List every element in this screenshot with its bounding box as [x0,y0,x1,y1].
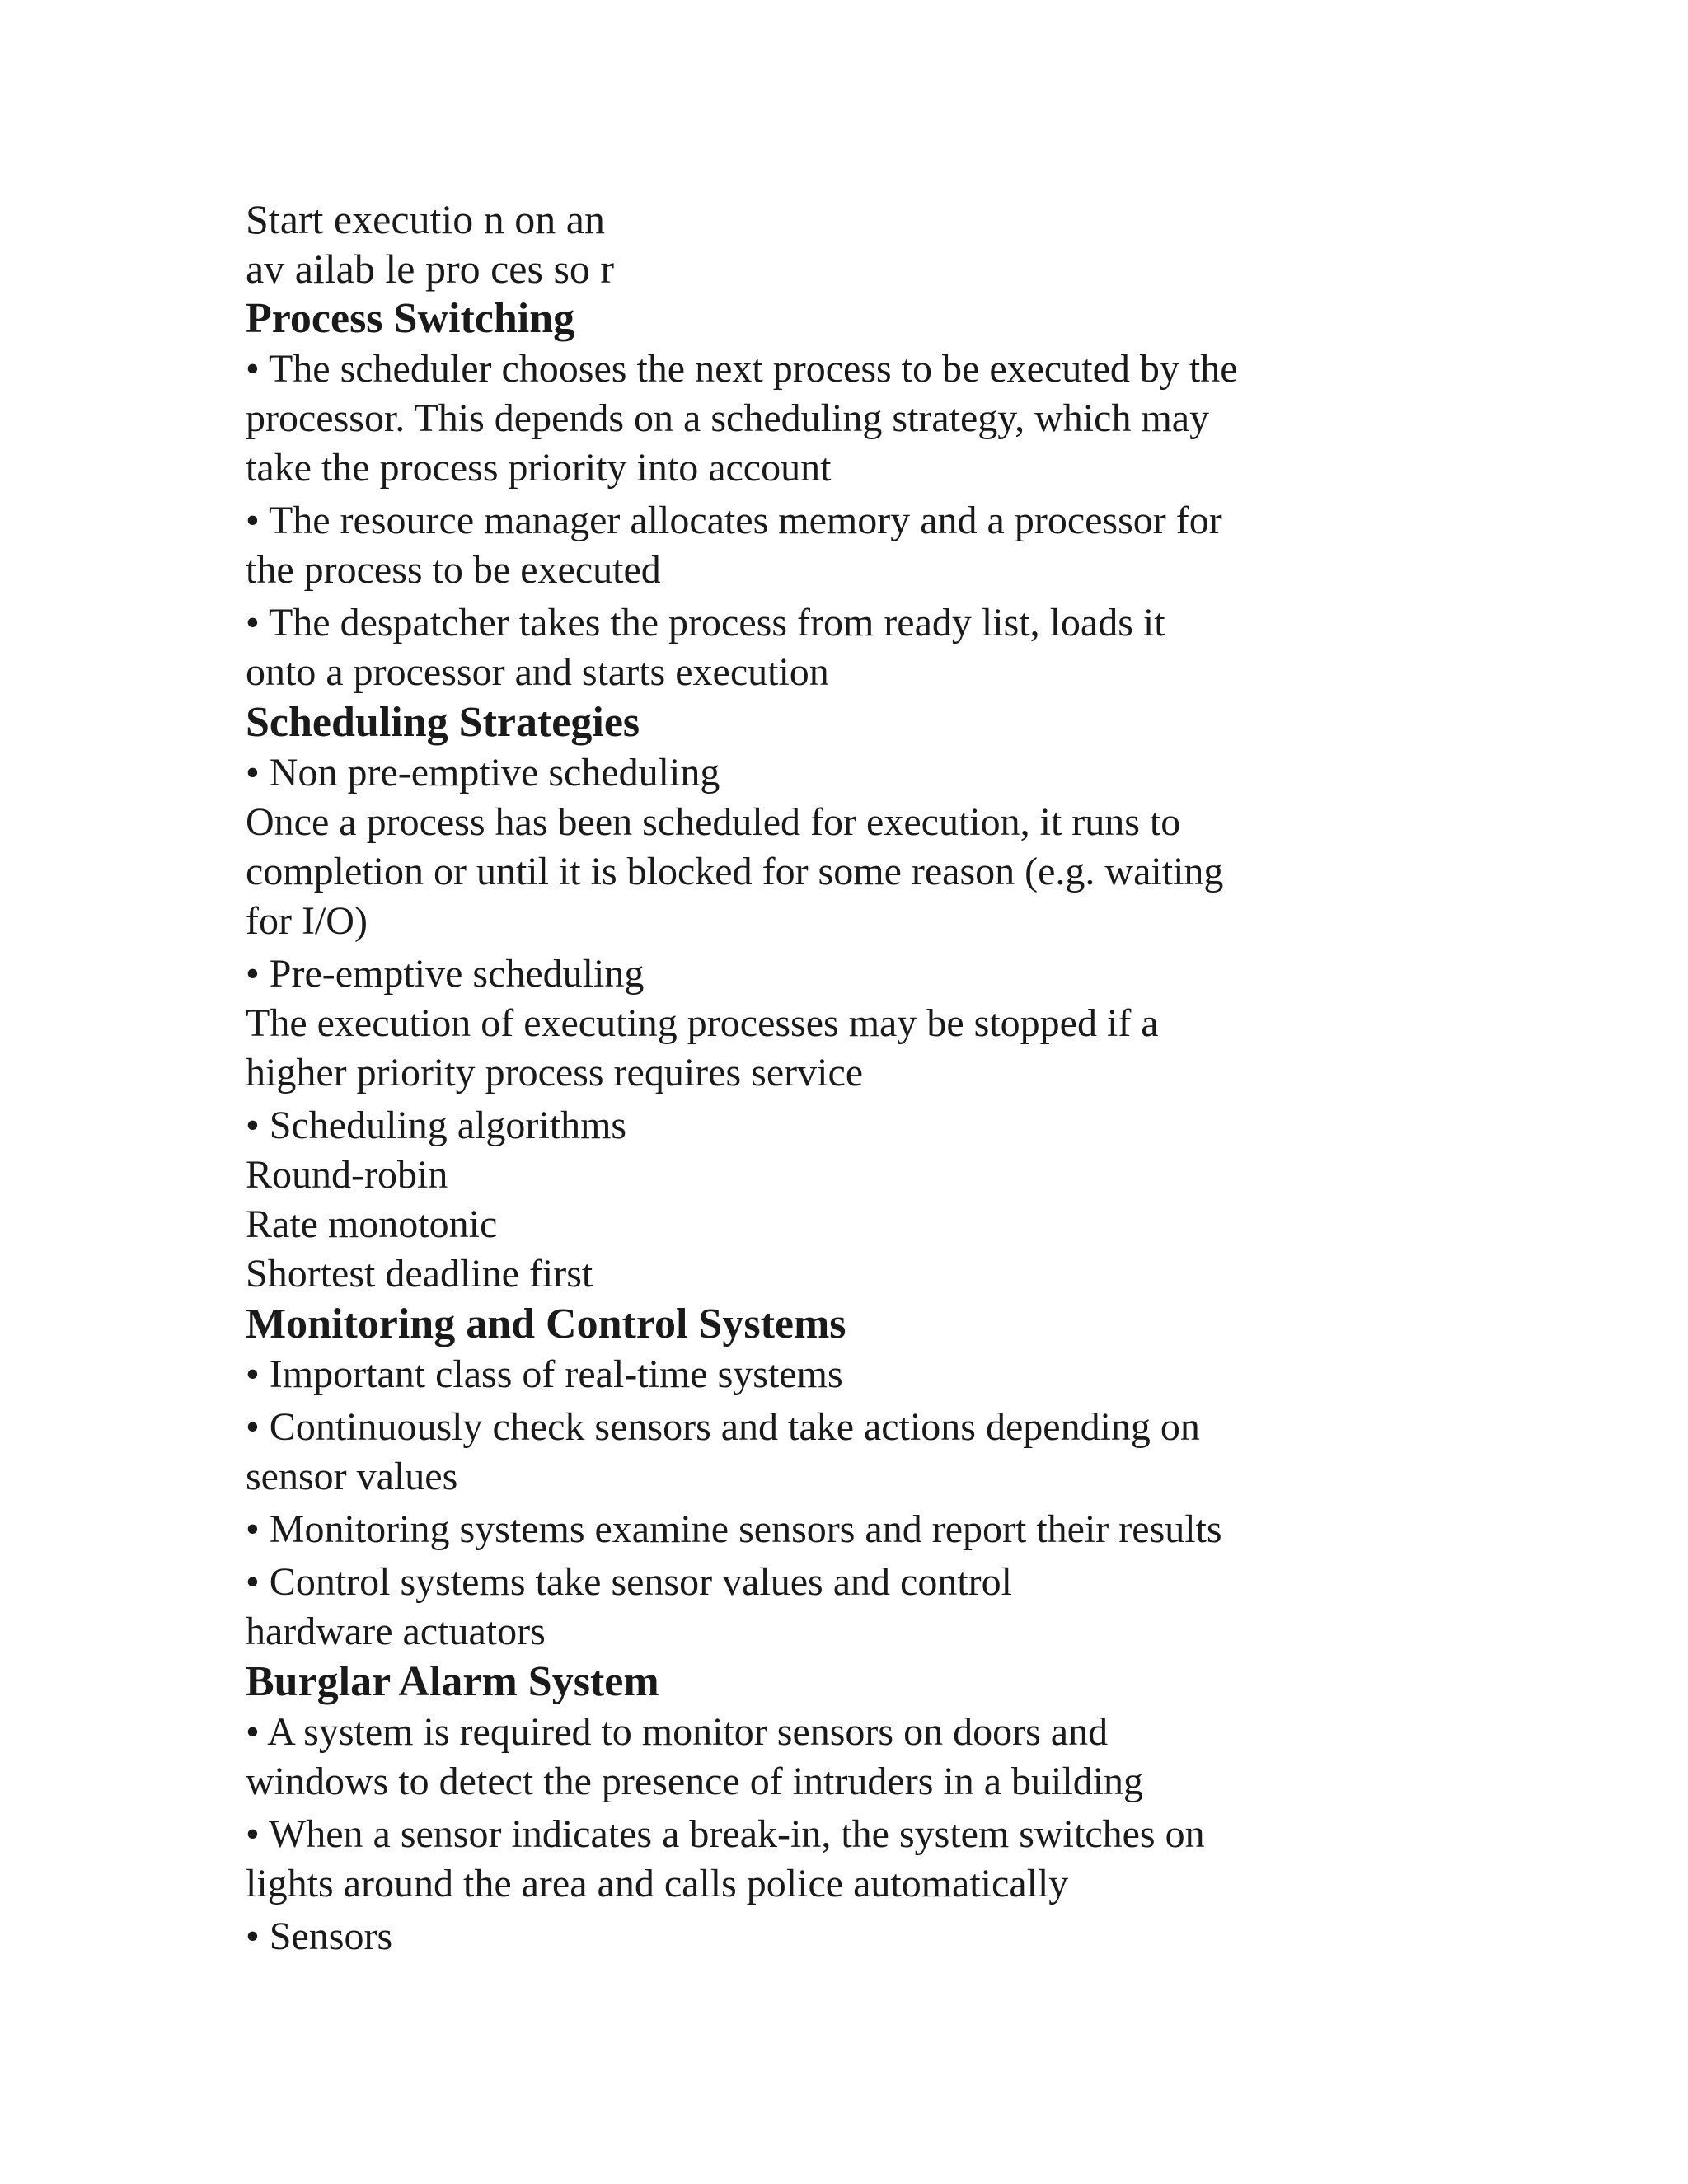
ps-bullet-3-line-2: onto a processor and starts execution [246,650,829,694]
mon-bullet-2-line-2: sensor values [246,1455,458,1498]
sched-bullet-1: • Non pre-emptive scheduling [246,751,720,794]
sched-bullet-2: • Pre-emptive scheduling [246,952,645,996]
ps-bullet-1-line-3: take the process priority into account [246,446,832,490]
sched-bullet-2-desc-1: The execution of executing processes may be stopped if a [246,1001,1159,1045]
ps-bullet-3-line-1: • The despatcher takes the process from ready list, loads it [246,601,1165,644]
ps-bullet-1-line-2: processor. This depends on a scheduling strategy, which may [246,396,1210,440]
page-content [246,194,1465,1961]
sched-bullet-3: • Scheduling algorithms [246,1104,627,1147]
heading-process-switching: Process Switching [246,295,575,342]
ps-bullet-2-line-2: the process to be executed [246,548,661,592]
sched-algo-rate-monotonic: Rate monotonic [246,1202,498,1246]
burglar-bullet-1-line-1: • A system is required to monitor sensors on doors and [246,1710,1109,1754]
ps-bullet-2-line-1: • The resource manager allocates memory and a processor for [246,499,1222,542]
sched-bullet-1-desc-2: completion or until it is blocked for some reason (e.g. waiting [246,850,1224,893]
mon-bullet-4-line-2: hardware actuators [246,1610,546,1653]
mon-bullet-4-line-1: • Control systems take sensor values and control [246,1560,1012,1604]
heading-monitoring-control: Monitoring and Control Systems [246,1301,846,1347]
sched-algo-round-robin: Round-robin [246,1153,448,1197]
burglar-bullet-3: • Sensors [246,1915,393,1958]
mon-bullet-2-line-1: • Continuously check sensors and take actions depending on [246,1405,1200,1449]
heading-burglar-alarm: Burglar Alarm System [246,1658,659,1705]
ps-bullet-1-line-1: • The scheduler chooses the next process to be executed by the [246,347,1238,391]
burglar-bullet-1-line-2: windows to detect the presence of intruders in a building [246,1760,1144,1803]
sched-bullet-1-desc-3: for I/O) [246,899,368,943]
sched-bullet-2-desc-2: higher priority process requires service [246,1051,864,1094]
mon-bullet-1: • Important class of real-time systems [246,1352,843,1396]
mon-bullet-3: • Monitoring systems examine sensors and report their results [246,1507,1222,1551]
sched-bullet-1-desc-1: Once a process has been scheduled for execution, it runs to [246,800,1181,844]
intro-line-1: Start executio n on an [246,196,605,242]
sched-algo-shortest-deadline: Shortest deadline first [246,1252,593,1296]
heading-scheduling-strategies: Scheduling Strategies [246,699,640,746]
burglar-bullet-2-line-2: lights around the area and calls police automatically [246,1862,1069,1905]
intro-line-2: av ailab le pro ces so r [246,246,615,292]
burglar-bullet-2-line-1: • When a sensor indicates a break-in, the system switches on [246,1812,1205,1856]
